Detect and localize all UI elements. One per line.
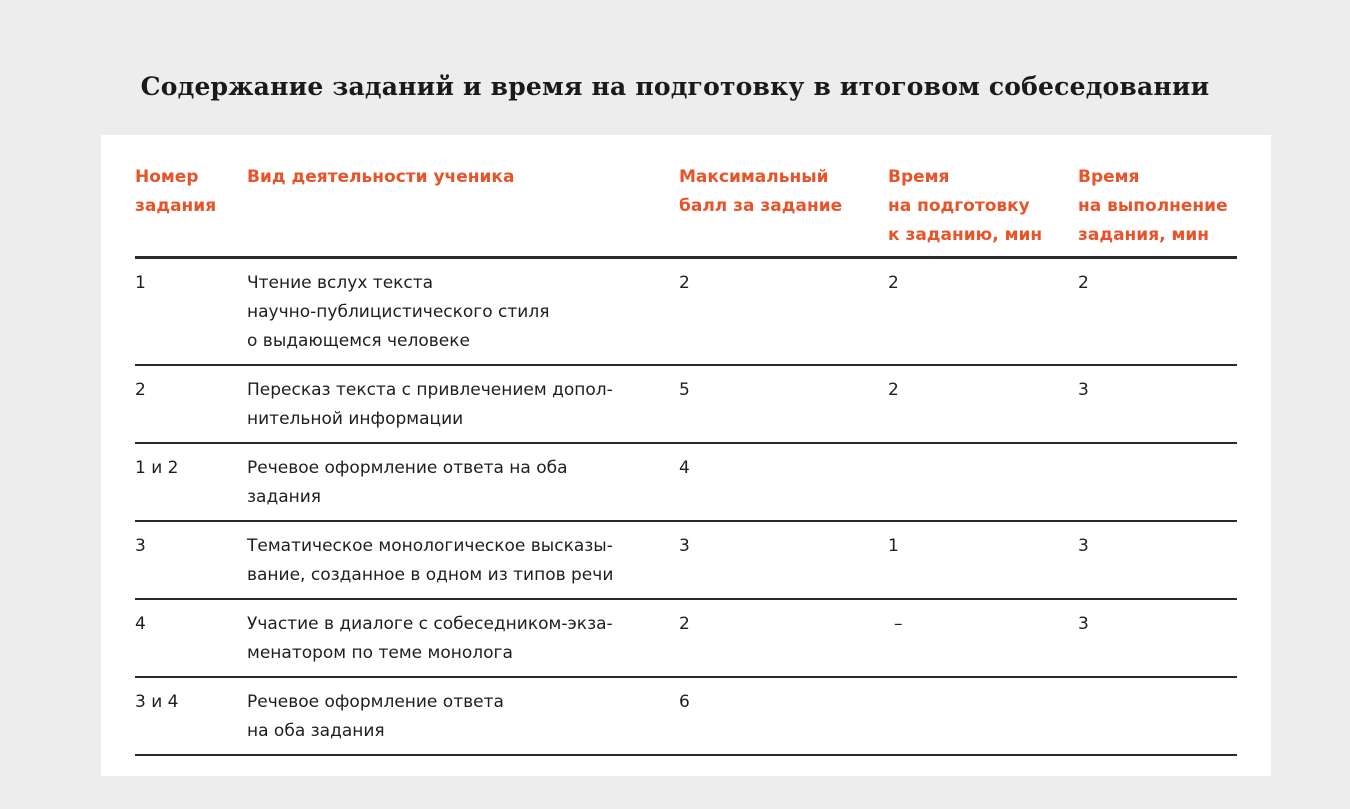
cell-exec-time: [1078, 443, 1237, 521]
table-row: [135, 258, 1237, 366]
cell-prep-time: 1: [888, 521, 1078, 599]
page-title: Содержание заданий и время на подготовку в итоговом собеседовании: [140, 72, 1210, 101]
header-exec-time: Время на выполнение задания, мин: [1078, 159, 1237, 258]
cell-activity: Пересказ текста с привлечением допол- нительной информации: [247, 365, 679, 443]
table-row: [135, 521, 1237, 599]
header-activity: Вид деятельности ученика: [247, 159, 679, 258]
cell-max-score: 3: [679, 521, 888, 599]
table-row: [135, 677, 1237, 755]
table-card: [101, 135, 1271, 776]
header-task-number: Номер задания: [135, 159, 247, 258]
cell-activity: Участие в диалоге с собеседником-экза- менатором по теме монолога: [247, 599, 679, 677]
cell-exec-time: [1078, 677, 1237, 755]
table-row: [135, 599, 1237, 677]
cell-activity: Речевое оформление ответа на оба задания: [247, 443, 679, 521]
cell-max-score: 2: [679, 599, 888, 677]
cell-task-number: 4: [135, 599, 247, 677]
cell-exec-time: 3: [1078, 521, 1237, 599]
cell-task-number: 2: [135, 365, 247, 443]
header-max-score: Максимальный балл за задание: [679, 159, 888, 258]
cell-activity: Чтение вслух текста научно-публицистического стиля о выдающемся человеке: [247, 258, 679, 366]
header-prep-time: Время на подготовку к заданию, мин: [888, 159, 1078, 258]
cell-activity: Тематическое монологическое высказы- вание, созданное в одном из типов речи: [247, 521, 679, 599]
cell-task-number: 1: [135, 258, 247, 366]
cell-exec-time: 2: [1078, 258, 1237, 366]
cell-exec-time: 3: [1078, 365, 1237, 443]
cell-task-number: 3: [135, 521, 247, 599]
table-row: [135, 443, 1237, 521]
cell-prep-time: [888, 443, 1078, 521]
cell-task-number: 3 и 4: [135, 677, 247, 755]
tasks-table: [135, 159, 1237, 756]
cell-prep-time: 2: [888, 258, 1078, 366]
table-header-row: [135, 159, 1237, 258]
cell-max-score: 2: [679, 258, 888, 366]
table-row: [135, 365, 1237, 443]
cell-max-score: 6: [679, 677, 888, 755]
cell-prep-time: 2: [888, 365, 1078, 443]
cell-activity: Речевое оформление ответа на оба задания: [247, 677, 679, 755]
cell-exec-time: 3: [1078, 599, 1237, 677]
cell-prep-time: –: [888, 599, 1078, 677]
cell-max-score: 5: [679, 365, 888, 443]
cell-task-number: 1 и 2: [135, 443, 247, 521]
cell-max-score: 4: [679, 443, 888, 521]
cell-prep-time: [888, 677, 1078, 755]
